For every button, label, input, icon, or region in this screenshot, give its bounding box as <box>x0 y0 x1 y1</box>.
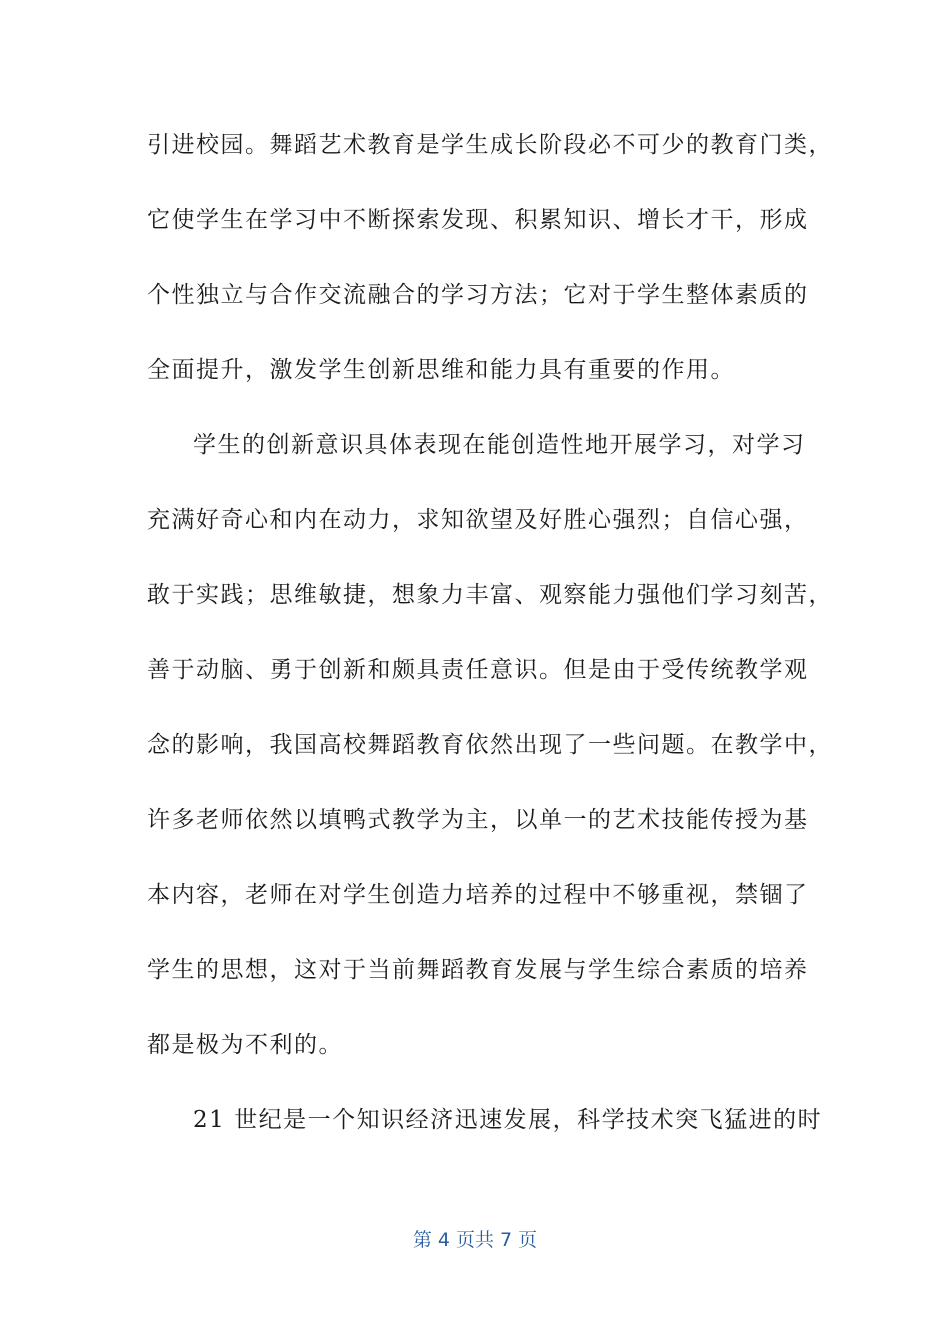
text-line: 敢于实践；思维敏捷，想象力丰富、观察能力强他们学习刻苦， <box>147 582 833 608</box>
text-line: 它使学生在学习中不断探索发现、积累知识、增长才干，形成 <box>147 207 809 233</box>
page-number-footer: 第 4 页共 7 页 <box>412 1229 538 1251</box>
text-line: 学生的思想，这对于当前舞蹈教育发展与学生综合素质的培养 <box>147 957 809 983</box>
text-line: 许多老师依然以填鸭式教学为主，以单一的艺术技能传授为基 <box>147 807 809 833</box>
text-line: 全面提升，激发学生创新思维和能力具有重要的作用。 <box>147 357 735 383</box>
paragraph-start-line: 学生的创新意识具体表现在能创造性地开展学习，对学习 <box>193 432 806 458</box>
text-line: 念的影响，我国高校舞蹈教育依然出现了一些问题。在教学中， <box>147 732 833 758</box>
paragraph-start-line: 21 世纪是一个知识经济迅速发展，科学技术突飞猛进的时 <box>193 1107 823 1133</box>
text-line: 都是极为不利的。 <box>147 1032 343 1058</box>
text-line: 引进校园。舞蹈艺术教育是学生成长阶段必不可少的教育门类， <box>147 132 833 158</box>
text-line: 个性独立与合作交流融合的学习方法；它对于学生整体素质的 <box>147 282 809 308</box>
text-line: 充满好奇心和内在动力，求知欲望及好胜心强烈；自信心强， <box>147 507 809 533</box>
text-line: 本内容，老师在对学生创造力培养的过程中不够重视，禁锢了 <box>147 882 809 908</box>
text-line: 善于动脑、勇于创新和颇具责任意识。但是由于受传统教学观 <box>147 657 809 683</box>
